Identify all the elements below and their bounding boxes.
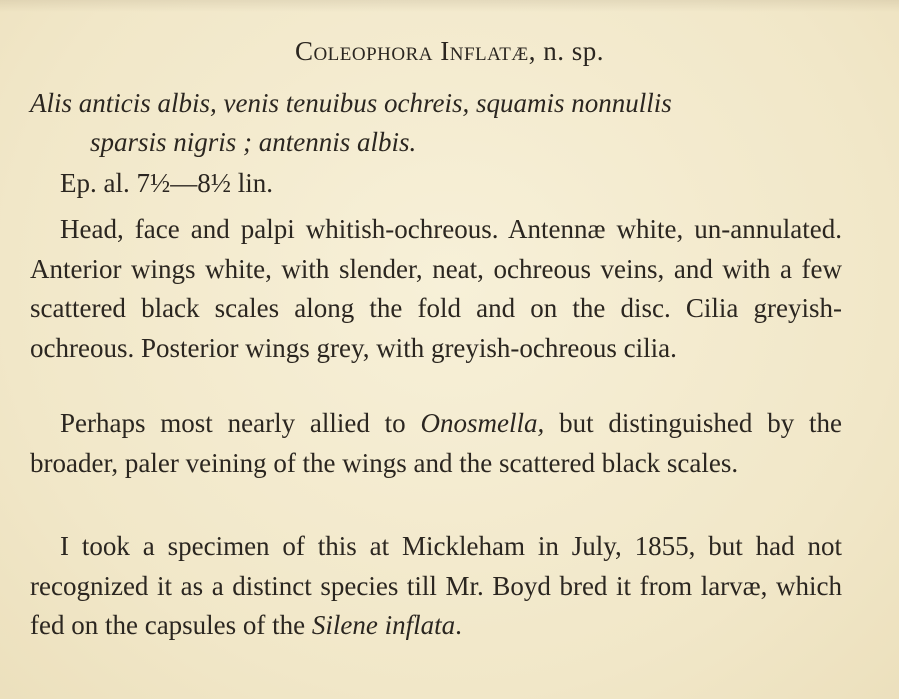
latin-diagnosis <box>30 84 850 162</box>
remark-paragraph <box>30 404 842 483</box>
diagnosis-line-1: Alis anticis albis, venis tenuibus ochreis, squamis nonnullis <box>30 88 672 118</box>
species-heading <box>0 36 899 67</box>
page-edge-shadow <box>0 0 899 12</box>
remark-before: Perhaps most nearly allied to <box>60 408 421 438</box>
description-paragraph <box>30 210 842 368</box>
record-before: I took a specimen of this at Mickleham in July, 1855, but had not recognized it as a distinct species till Mr. Boyd bred it from larvæ, which fed on the capsules of the <box>30 531 842 640</box>
record-plant-name: Silene inflata <box>311 610 456 640</box>
remark-after: but distinguished by the broader, paler veining of the wings and the scattered black scales. <box>30 408 842 478</box>
record-paragraph <box>30 527 842 646</box>
expanse-text: Ep. al. 7½—8½ lin. <box>60 168 273 198</box>
diagnosis-line-2: sparsis nigris ; antennis albis. <box>90 127 417 157</box>
wing-expanse <box>30 164 842 204</box>
remark-genus-name: Onosmella, <box>420 408 545 438</box>
description-text: Head, face and palpi whitish-ochreous. Antennæ white, un-annulated. Anterior wings white, with slender, neat, ochreous veins, and with a few scattered black scales along the fold and on the disc. Cilia greyish-ochreous. Posterior wings grey, with greyish-ochreous cilia. <box>30 214 842 363</box>
species-suffix: , n. sp. <box>528 36 605 66</box>
record-after: . <box>455 610 462 640</box>
species-name: Coleophora Inflatæ <box>294 36 529 66</box>
